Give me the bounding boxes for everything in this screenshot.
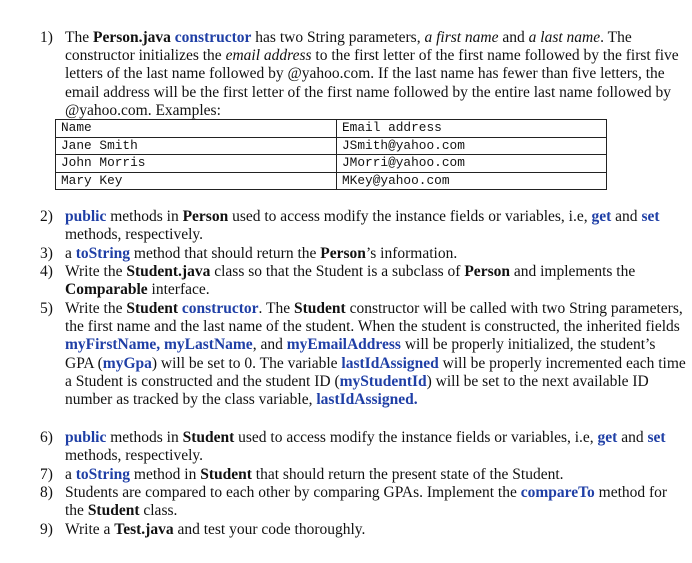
- code-term: get: [591, 208, 612, 225]
- text-run: used to access modify the instance fields or variables, i.e,: [234, 429, 598, 446]
- text-run: will be properly incremented each time a Student is constructed and the student ID (: [65, 354, 686, 390]
- item-text: [65, 245, 687, 263]
- text-run: interface.: [147, 281, 210, 299]
- list-item-3: [40, 245, 687, 263]
- italic-text: email address: [225, 47, 312, 65]
- item-number: 9): [40, 521, 53, 538]
- bold-text: Person.java: [92, 29, 171, 46]
- cell-email: MKey@yahoo.com: [337, 172, 607, 190]
- text-run: The: [65, 29, 93, 46]
- text-run: method that should return the: [130, 245, 321, 262]
- item-number: 7): [40, 466, 53, 483]
- item-number: 8): [40, 484, 53, 501]
- text-run: and test your code thoroughly.: [173, 521, 366, 538]
- header-name: Name: [56, 120, 337, 138]
- bold-text: Student.java: [126, 263, 211, 280]
- bold-text: Person: [182, 208, 229, 225]
- list-item-2: [40, 208, 687, 244]
- text-run: will be properly initialized, the student’s GPA (: [65, 336, 656, 372]
- examples-table: [55, 119, 607, 190]
- bold-text: Student: [182, 429, 235, 446]
- cell-name: Jane Smith: [56, 137, 337, 155]
- table-row: [56, 155, 607, 173]
- text-run: ) will be set to the next available ID number as tracked by the class variable,: [65, 372, 649, 409]
- table-row: [56, 172, 607, 190]
- text-run: class so that the Student is a subclass of: [210, 263, 465, 280]
- item-text: [65, 521, 687, 539]
- item-text: [65, 466, 687, 484]
- text-run: class.: [139, 502, 178, 520]
- item-text: [65, 29, 687, 120]
- text-run: Write the: [65, 300, 127, 317]
- cell-name: Mary Key: [56, 172, 337, 190]
- text-run: , and: [252, 336, 287, 354]
- text-run: Students are compared to each other by comparing GPAs. Implement the: [65, 484, 521, 501]
- text-run: Write the: [65, 263, 127, 280]
- text-run: and implements the: [509, 263, 636, 280]
- cell-email: JMorri@yahoo.com: [337, 155, 607, 173]
- item-number: 3): [40, 245, 53, 262]
- header-email: Email address: [337, 120, 607, 138]
- text-run: that should return the present state of the Student.: [251, 466, 564, 483]
- text-run: and: [617, 429, 648, 446]
- code-term: public: [65, 429, 107, 446]
- bold-text: Person: [464, 263, 510, 280]
- list-item-6: [40, 429, 687, 465]
- item-number: 6): [40, 429, 53, 446]
- item-text: [65, 484, 687, 520]
- text-run: and: [611, 208, 642, 225]
- item-text: [65, 208, 687, 244]
- text-run: and: [498, 29, 529, 46]
- item-text: [65, 300, 687, 409]
- code-term: myGpa: [102, 354, 152, 372]
- code-term: compareTo: [520, 484, 595, 501]
- code-term: set: [647, 429, 666, 446]
- code-term: set: [641, 208, 660, 225]
- text-run: a: [65, 245, 76, 262]
- text-run: a: [65, 466, 76, 483]
- code-term: toString: [75, 245, 131, 262]
- text-run: . The constructor initializes the: [65, 29, 632, 65]
- cell-email: JSmith@yahoo.com: [337, 137, 607, 155]
- code-term: myEmailAddress: [286, 336, 401, 354]
- text-run: method for the: [65, 484, 668, 520]
- table-header-row: [56, 120, 607, 138]
- text-run: . The: [258, 300, 294, 317]
- italic-text: a last name: [528, 29, 601, 46]
- code-term: constructor: [181, 300, 259, 317]
- item-number: 4): [40, 263, 53, 280]
- list-item-4: [40, 263, 687, 299]
- list-item-8: [40, 484, 687, 520]
- item-number: 1): [40, 29, 53, 46]
- text-run: ’s information.: [365, 245, 458, 262]
- bold-text: Person: [320, 245, 366, 262]
- text-run: to the first letter of the first name followed by the first five letters of the last name followed by @yahoo.com. If the last name has fewer than five letters, the email address will be the first letter of the first name followed by the entire last name followed by @yahoo.com. Examples:: [65, 47, 679, 119]
- bold-text: Student: [126, 300, 179, 317]
- bold-text: Student: [294, 300, 346, 317]
- bold-text: Test.java: [114, 521, 174, 538]
- item-text: [65, 263, 687, 299]
- code-term: myStudentId: [339, 372, 427, 390]
- list-item-5: [40, 300, 687, 409]
- text-run: has two String parameters,: [251, 29, 425, 46]
- text-run: used to access modify the instance fields or variables, i.e,: [228, 208, 592, 225]
- text-run: methods, respectively.: [65, 226, 204, 244]
- item-text: [65, 429, 687, 465]
- text-run: methods in: [106, 208, 183, 225]
- code-term: lastIdAssigned.: [316, 391, 418, 409]
- code-term: public: [65, 208, 107, 225]
- bold-text: Comparable: [65, 281, 148, 299]
- code-term: get: [597, 429, 618, 446]
- italic-text: a first name: [424, 29, 499, 46]
- item-number: 2): [40, 208, 53, 225]
- list-item-7: [40, 466, 687, 484]
- list-item-9: [40, 521, 687, 539]
- bold-text: Student: [200, 466, 252, 483]
- code-term: constructor: [174, 29, 252, 46]
- item-number: 5): [40, 300, 53, 317]
- text-run: method in: [130, 466, 201, 483]
- bold-text: Student: [87, 502, 140, 520]
- table-row: [56, 137, 607, 155]
- text-run: methods, respectively.: [65, 447, 204, 465]
- code-term: toString: [75, 466, 131, 483]
- code-term: lastIdAssigned: [341, 354, 439, 372]
- code-term: myFirstName, myLastName: [65, 336, 253, 354]
- text-run: methods in: [106, 429, 183, 446]
- list-item-1: [40, 29, 687, 120]
- cell-name: John Morris: [56, 155, 337, 173]
- text-run: constructor will be called with two String parameters, the first name and the last name of the student. When the student is constructed, the inherited fields: [65, 300, 683, 336]
- text-run: Write a: [65, 521, 115, 538]
- text-run: ) will be set to 0. The variable: [151, 354, 342, 372]
